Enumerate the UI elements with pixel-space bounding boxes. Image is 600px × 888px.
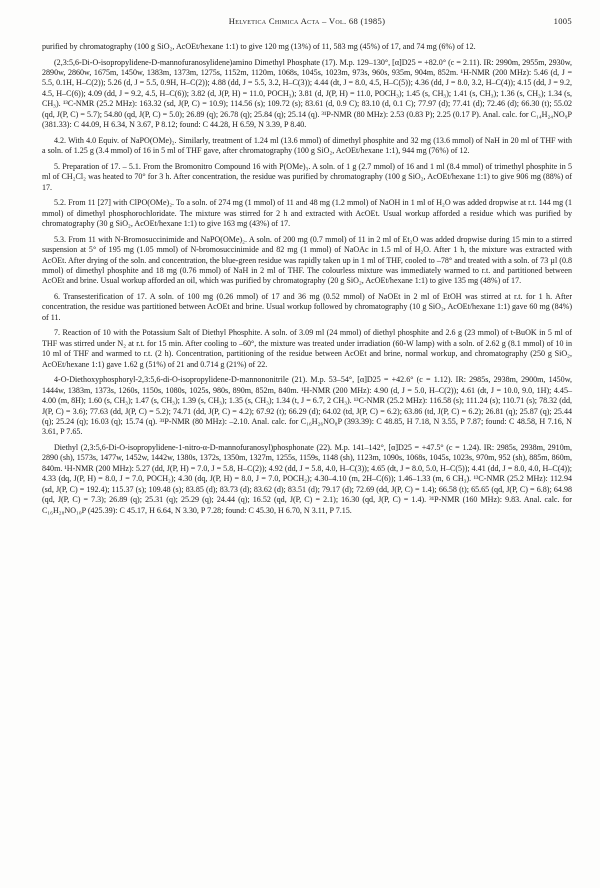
paragraph-compound-17-data: (2,3:5,6-Di-O-isopropylidene-D-mannofuranosylidene)amino Dimethyl Phosphate (17). M.p. 129–130°, [α]D25 = +82.0° (c = 2.11). IR: 2990m, 2955m, 2930w, 2890w, 2860w, 1675m, 1450w, 1383m, 1373m, 1275s, 1152m, 1120m, 1068s, 1045s, 1023m, 973s, 960s, 935m, 904m, 852m. ¹H-NMR (200 MHz): 5.46 (d, J = 5.5, 0.1H, H–C(2)); 5.26 (d, J = 5.5, 0.9H, H–C(2)); 4.88 (dd, J = 5.5, 3.2, H–C(3)); 4.44 (dt, J = 8.0, 4.5, H–C(5)); 4.36 (dd, J = 8.0, 3.2, H–C(4)); 4.15 (dd, J = 9.2, 4.5, H–C(6)); 4.09 (dd, J = 9.2, 4.5, H–C(6)); 3.82 (d, J(P, H) = 11.0, POCH₃); 3.81 (d, J(P, H) = 11.0, POCH₃); 1.45 (s, CH₃); 1.41 (s, CH₃); 1.36 (s, CH₃); 1.34 (s, CH₃). ¹³C-NMR (25.2 MHz): 163.32 (sd, J(P, C) = 10.9); 114.56 (s); 109.72 (s); 83.61 (d, 0.9 C); 83.10 (d, 0.1 C); 77.97 (d); 77.41 (d); 72.46 (d); 66.30 (t); 55.02 (qd, J(P, C) = 5.7); 54.80 (qd, J(P, C) = 5.0); 26.89 (q); 26.78 (q); 25.84 (q); 25.14 (q). ³¹P-NMR (80 MHz): 2.53 (0.83 P); 2.25 (0.17 P). Anal. calc. for C₁₄H₂₄NO₉P (381.33): C 44.09, H 6.34, N 3.67, P 8.12; found: C 44.28, H 6.59, N 3.39, P 8.40. bbox=[42, 57, 572, 130]
article-body bbox=[42, 42, 572, 521]
paragraph-section-5-3: 5.3. From 11 with N-Bromosuccinimide and NaPO(OMe)₂. A soln. of 200 mg (0.7 mmol) of 11 in 2 ml of Et₂O was added dropwise during 15 min to a stirred suspension at 5° of 195 mg (1.05 mmol) of N-bromosuccinimide and 82 mg (1 mmol) of NaOAc in 1.5 ml of H₂O. After 1 h, the mixture was extracted with AcOEt. After drying of the soln. and concentration, the blue-green residue was rapidly taken up in 1 ml of THF, cooled to –78° and treated with a soln. of 73 µl (0.8 mmol) of dimethyl phosphite and 18 mg (0.76 mmol) of NaH in 2 ml of THF. The colourless mixture was immediately warmed to r.t. and partitioned between AcOEt and brine. Usual workup afforded an oil, which was purified by chromatography (20 g SiO₂, AcOEt/hexane 1:1) to give 135 mg (48%) of 17. bbox=[42, 234, 572, 286]
paragraph-section-5-2: 5.2. From 11 [27] with ClPO(OMe)₂. To a soln. of 274 mg (1 mmol) of 11 and 48 mg (1.2 mmol) of NaOH in 1 ml of H₂O was added dropwise at r.t. 144 mg (1 mmol) of dimethyl phosphorochloridate. The mixture was stirred for 2 h and extracted with AcOEt. Usual workup afforded a residue which was purified by chromatography (30 g SiO₂, AcOEt/hexane 1:1) to give 163 mg (43%) of 17. bbox=[42, 198, 572, 229]
running-header bbox=[42, 16, 572, 30]
paragraph-section-7: 7. Reaction of 10 with the Potassium Salt of Diethyl Phosphite. A soln. of 3.09 ml (24 mmol) of diethyl phosphite and 2.6 g (23 mmol) of t-BuOK in 5 ml of THF was stirred under N₂ at r.t. for 15 min. After cooling to –60°, the mixture was treated under irradiation (60-W lamp) with a soln. of 2.62 g (8.1 mmol) of 10 in 10 ml of THF and warmed to r.t. (2 h). Concentration, partitioning of the residue between AcOEt and brine, normal workup, and chromatography (250 g SiO₂, AcOEt/hexane 1:1) gave 1.62 g (51%) of 21 and 0.714 g (21%) of 22. bbox=[42, 328, 572, 369]
paragraph-chromatography-result: purified by chromatography (100 g SiO₂, AcOEt/hexane 1:1) to give 120 mg (13%) of 11, 583 mg (45%) of 17, and 74 mg (6%) of 12. bbox=[42, 42, 476, 51]
page-number: 1005 bbox=[553, 16, 572, 26]
paragraph-compound-21-data: 4-O-Diethoxyphosphoryl-2,3:5,6-di-O-isopropylidene-D-mannononitrile (21). M.p. 53–54°, [α]D25 = +42.6° (c = 1.12). IR: 2985s, 2938m, 2900m, 1450w, 1444w, 1383m, 1373s, 1260s, 1150s, 1080s, 1025s, 980s, 890m, 852m, 840m. ¹H-NMR (200 MHz): 4.90 (d, J = 5.0, H–C(2)); 4.61 (dt, J = 10.0, 9.0, 1H); 4.45–4.00 (m, 8H); 1.60 (s, CH₃); 1.47 (s, CH₃); 1.39 (s, CH₃); 1.35 (s, CH₃); 1.34 (t, J = 6.7, 2 CH₃). ¹³C-NMR (25.2 MHz): 116.58 (s); 111.24 (s); 110.71 (s); 78.32 (dd, J(P, C) = 3.6); 77.63 (dd, J(P, C) = 5.2); 74.71 (dd, J(P, C) = 4.2); 67.92 (t); 66.29 (d); 64.02 (td, J(P, C) = 6.2); 63.86 (td, J(P, C) = 6.2); 26.81 (q); 25.87 (q); 25.44 (q); 25.24 (q); 16.03 (q); 15.74 (q). ³¹P-NMR (80 MHz): –2.10. Anal. calc. for C₁₆H₂₆NO₈P (393.39): C 48.85, H 7.18, N 3.55, P 7.87; found: C 48.58, H 7.16, N 3.61, P 7.65. bbox=[42, 375, 572, 437]
paragraph-section-5-1: 5. Preparation of 17. – 5.1. From the Bromonitro Compound 16 with P(OMe)₃. A soln. of 1 g (2.7 mmol) of 16 and 1 ml (8.4 mmol) of trimethyl phosphite in 5 ml of CH₂Cl₂ was heated to 70° for 3 h. After concentration, the residue was purified by chromatography (100 g SiO₂, AcOEt/hexane 1:1) to give 906 mg (88%) of 17. bbox=[42, 161, 572, 192]
paragraph-compound-22-data: Diethyl (2,3:5,6-Di-O-isopropylidene-1-nitro-α-D-mannofuranosyl)phosphonate (22). M.p. 141–142°, [α]D25 = +47.5° (c = 1.24). IR: 2985s, 2938m, 2910m, 2890 (sh), 1573s, 1477w, 1452w, 1442w, 1380s, 1372s, 1350m, 1327m, 1255s, 1159s, 1148 (sh), 1123m, 1090s, 1068s, 1045s, 1023s, 970m, 952 (sh), 885m, 860m, 840m. ¹H-NMR (200 MHz): 5.27 (dd, J(P, H) = 7.0, J = 5.8, H–C(2)); 4.92 (dd, J = 5.8, 4.0, H–C(3)); 4.65 (dt, J = 8.0, 5.0, H–C(5)); 4.41 (dd, J = 8.0, 4.0, H–C(4)); 4.33 (dq, J(P, H) = 8.0, J = 7.0, POCH₂); 4.30 (dq, J(P, H) = 8.0, J = 7.0, POCH₂); 4.30–4.10 (m, 2H–C(6)); 1.46–1.33 (m, 6 CH₃). ¹³C-NMR (25.2 MHz): 112.94 (sd, J(P, C) = 192.4); 115.37 (s); 109.48 (s); 83.85 (d); 83.73 (d); 83.62 (d); 83.51 (d); 79.17 (d); 72.69 (dd, J(P, C) = 1.4); 66.58 (t); 65.65 (qd, J(P, C) = 6.8); 64.98 (qd, J(P, C) = 7.3); 26.89 (q); 25.31 (q); 25.29 (q); 24.44 (q); 16.52 (qd, J(P, C) = 2.1); 16.30 (qd, J(P, C) = 1.4). ³¹P-NMR (160 MHz): 9.83. Anal. calc. for C₁₆H₂₈NO₁₀P (425.39): C 45.17, H 6.64, N 3.30, P 7.28; found: C 45.30, H 6.70, N 3.11, P 7.15. bbox=[42, 443, 572, 515]
paragraph-section-6: 6. Transesterification of 17. A soln. of 100 mg (0.26 mmol) of 17 and 36 mg (0.52 mmol) of NaOEt in 2 ml of EtOH was stirred at r.t. for 1 h. After concentration, the residue was partitioned between AcOEt and brine. Usual workup followed by chromatography (10 g SiO₂, AcOEt/hexane 1:1) gave 60 mg (84%) of 11. bbox=[42, 291, 572, 322]
journal-title: Helvetica Chimica Acta – Vol. 68 (1985) bbox=[228, 16, 386, 26]
paragraph-section-4-2: 4.2. With 4.0 Equiv. of NaPO(OMe)₂. Similarly, treatment of 1.24 ml (13.6 mmol) of dimethyl phosphite and 32 mg (13.6 mmol) of NaH in 20 ml of THF with a soln. of 1.25 g (3.4 mmol) of 16 in 5 ml of THF gave, after chromatography (100 g SiO₂, AcOEt/hexane 1:1), 944 mg (76%) of 12. bbox=[42, 135, 572, 156]
